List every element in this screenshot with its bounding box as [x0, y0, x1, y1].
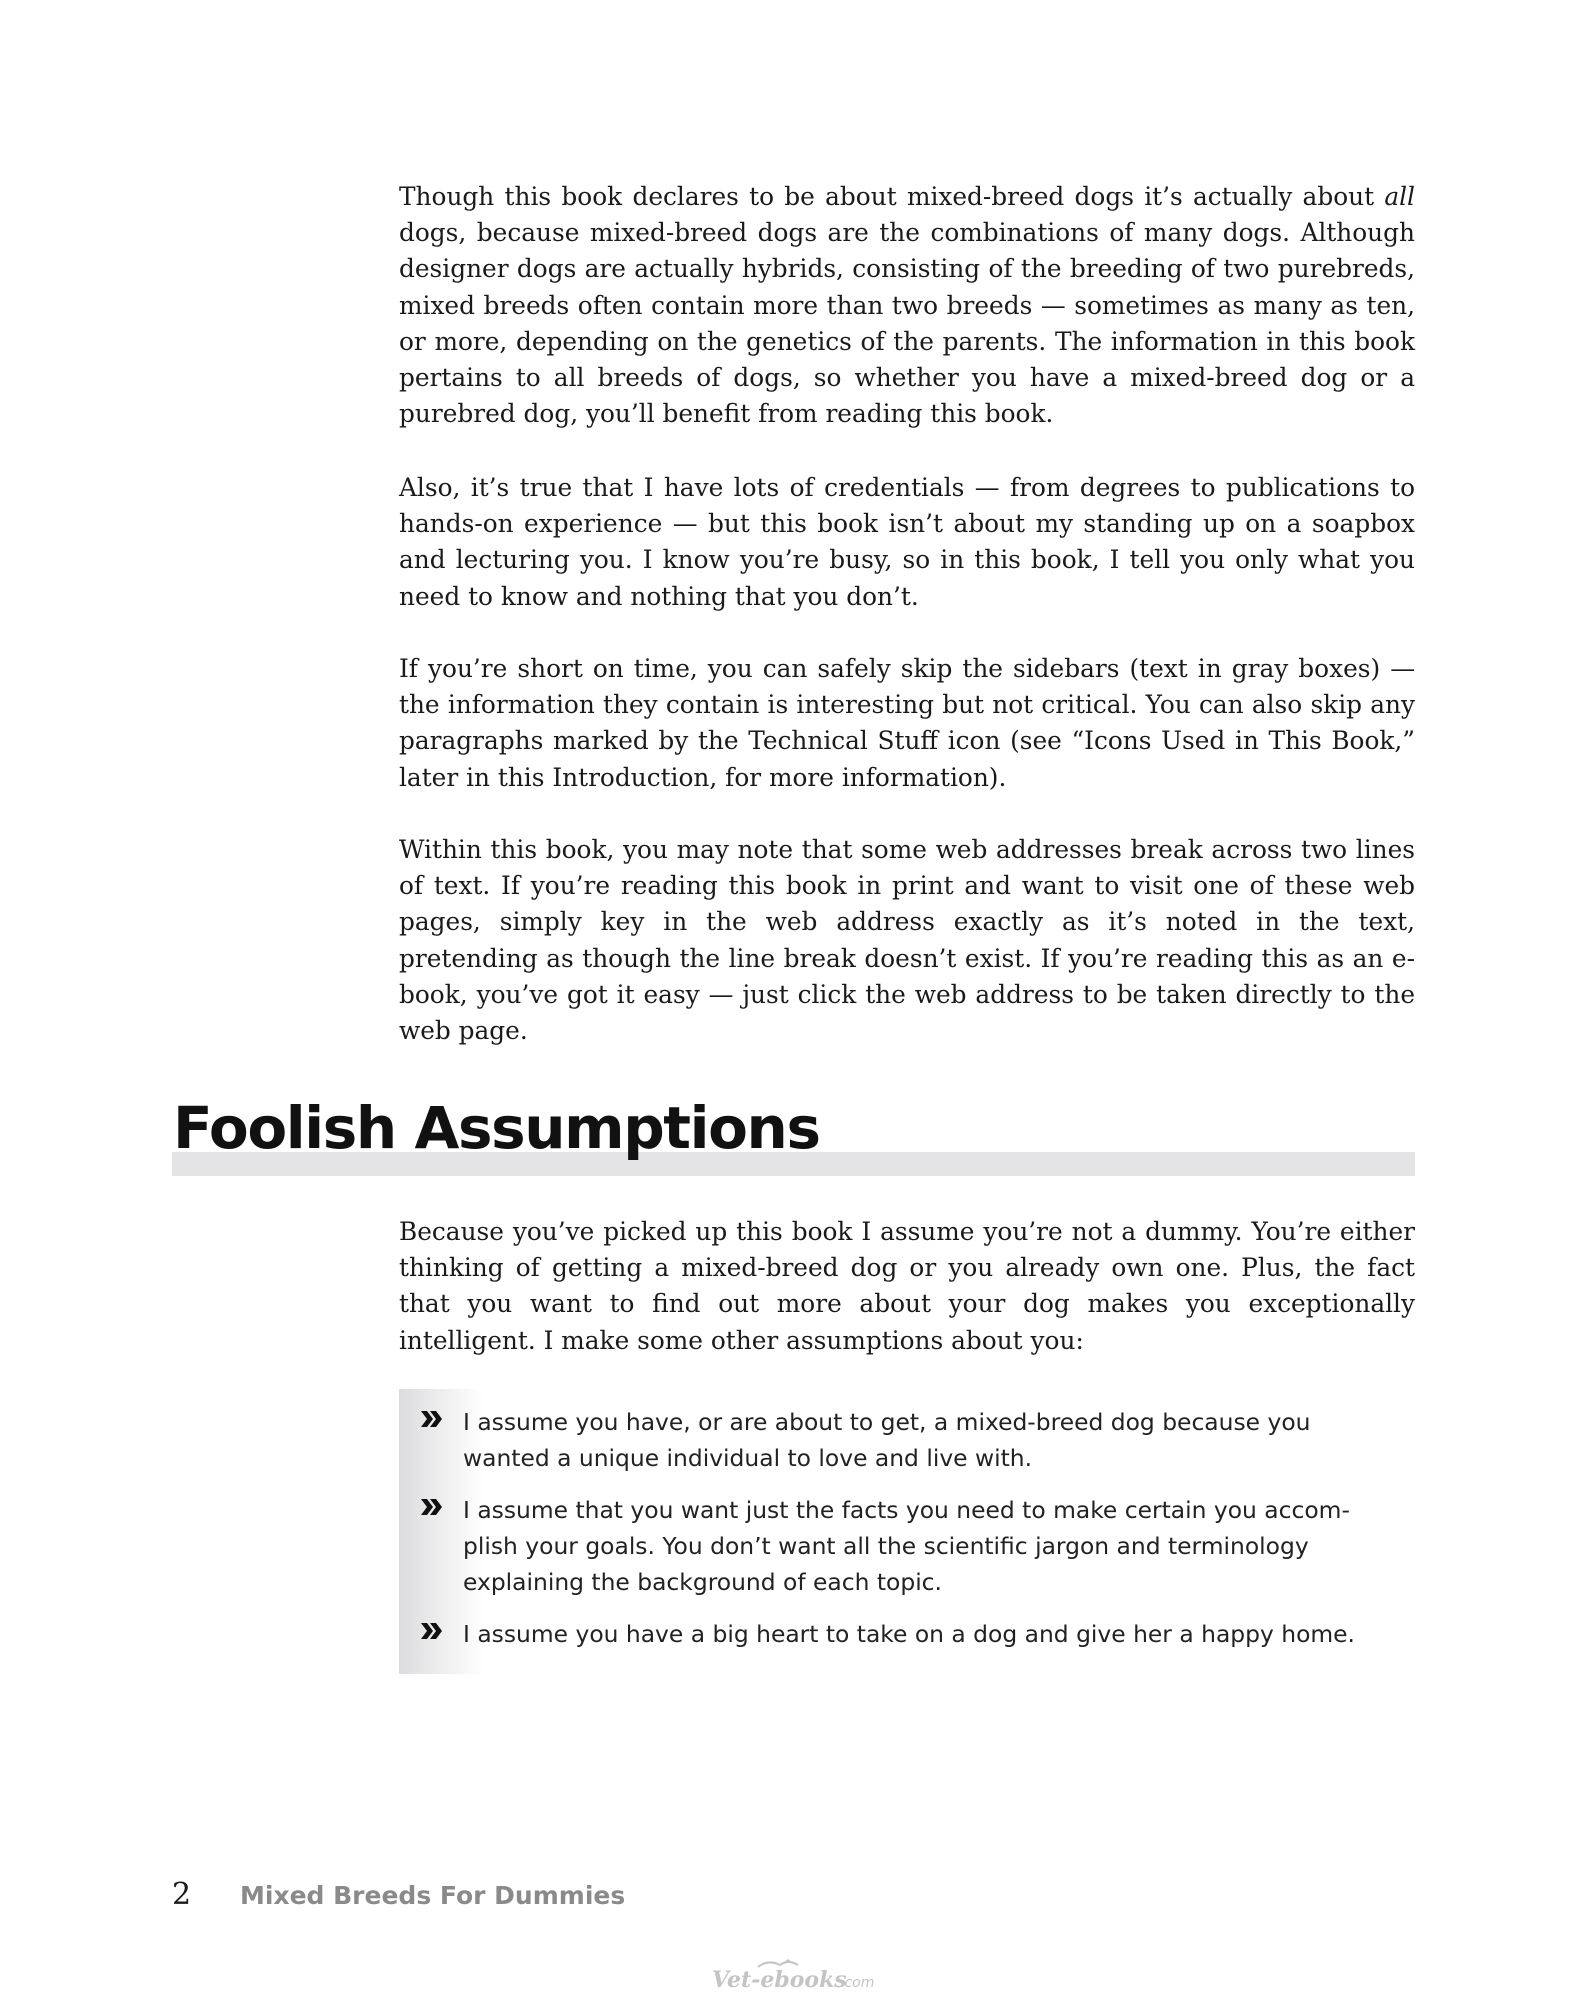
emphasis-all: all — [1384, 182, 1415, 211]
section-heading: Foolish Assumptions — [173, 1094, 820, 1162]
double-chevron-right-icon — [420, 1497, 444, 1517]
paragraph-web-addresses: Within this book, you may note that some web addresses break across two lines of text. If you’re reading this book in print and want to visit one of these web pages, simply key in the web address exactly as it’s noted in the text, pretending as though the line break doesn’t exist. If you’re reading this as an e-book, you’ve got it easy — just click the web address to be taken directly to the web page. — [399, 835, 1415, 1046]
paragraph-credentials: Also, it’s true that I have lots of credentials — from degrees to publications to hands-on experience — but this book isn’t about my standing up on a soapbox and lecturing you. I know you’re busy, so in this book, I tell you only what you need to know and nothing that you don’t. — [399, 473, 1415, 611]
section-heading-block — [172, 1086, 1415, 1176]
list-item-text: I assume you have a big heart to take on a dog and give her a happy home. — [463, 1620, 1355, 1648]
list-item-text: I assume that you want just the facts you need to make certain you accomplish your goals. You don’t want all the scientific jargon and terminology explaining the background of each topic. — [463, 1496, 1350, 1597]
double-chevron-right-icon — [420, 1409, 444, 1429]
paragraph-scope — [399, 179, 1415, 432]
paragraph-scope-start: Though this book declares to be about mixed-breed dogs it’s actually about — [399, 182, 1385, 211]
double-chevron-right-icon — [420, 1621, 444, 1641]
svg-text:.com: .com — [840, 1975, 875, 1991]
page-number: 2 — [172, 1877, 192, 1912]
running-footer-title: Mixed Breeds For Dummies — [240, 1881, 626, 1910]
list-item-text: I assume you have, or are about to get, a mixed-breed dog because you wanted a unique individual to love and live with. — [463, 1408, 1311, 1473]
watermark-logo — [700, 1959, 900, 1993]
svg-text:Vet-ebooks: Vet-ebooks — [712, 1967, 847, 1993]
paragraph-assumptions-intro: Because you’ve picked up this book I assume you’re not a dummy. You’re either thinking of getting a mixed-breed dog or you already own one. Plus, the fact that you want to find out more about your dog makes you exceptionally intelligent. I make some other assumptions about you: — [399, 1217, 1415, 1355]
assumptions-list — [399, 1389, 1415, 1674]
paragraph-scope-rest: dogs, because mixed-breed dogs are the combinations of many dogs. Although designer dogs are actually hybrids, consisting of the breeding of two purebreds, mixed breeds often contain more than two breeds — sometimes as many as ten, or more, depending on the genetics of the parents. The information in this book pertains to all breeds of dogs, so whether you have a mixed-breed dog or a purebred dog, you’ll benefit from reading this book. — [399, 218, 1415, 429]
paragraph-skipping: If you’re short on time, you can safely skip the sidebars (text in gray boxes) — the information they contain is interesting but not critical. You can also skip any paragraphs marked by the Technical Stuff icon (see “Icons Used in This Book,” later in this Introduction, for more information). — [399, 654, 1415, 792]
